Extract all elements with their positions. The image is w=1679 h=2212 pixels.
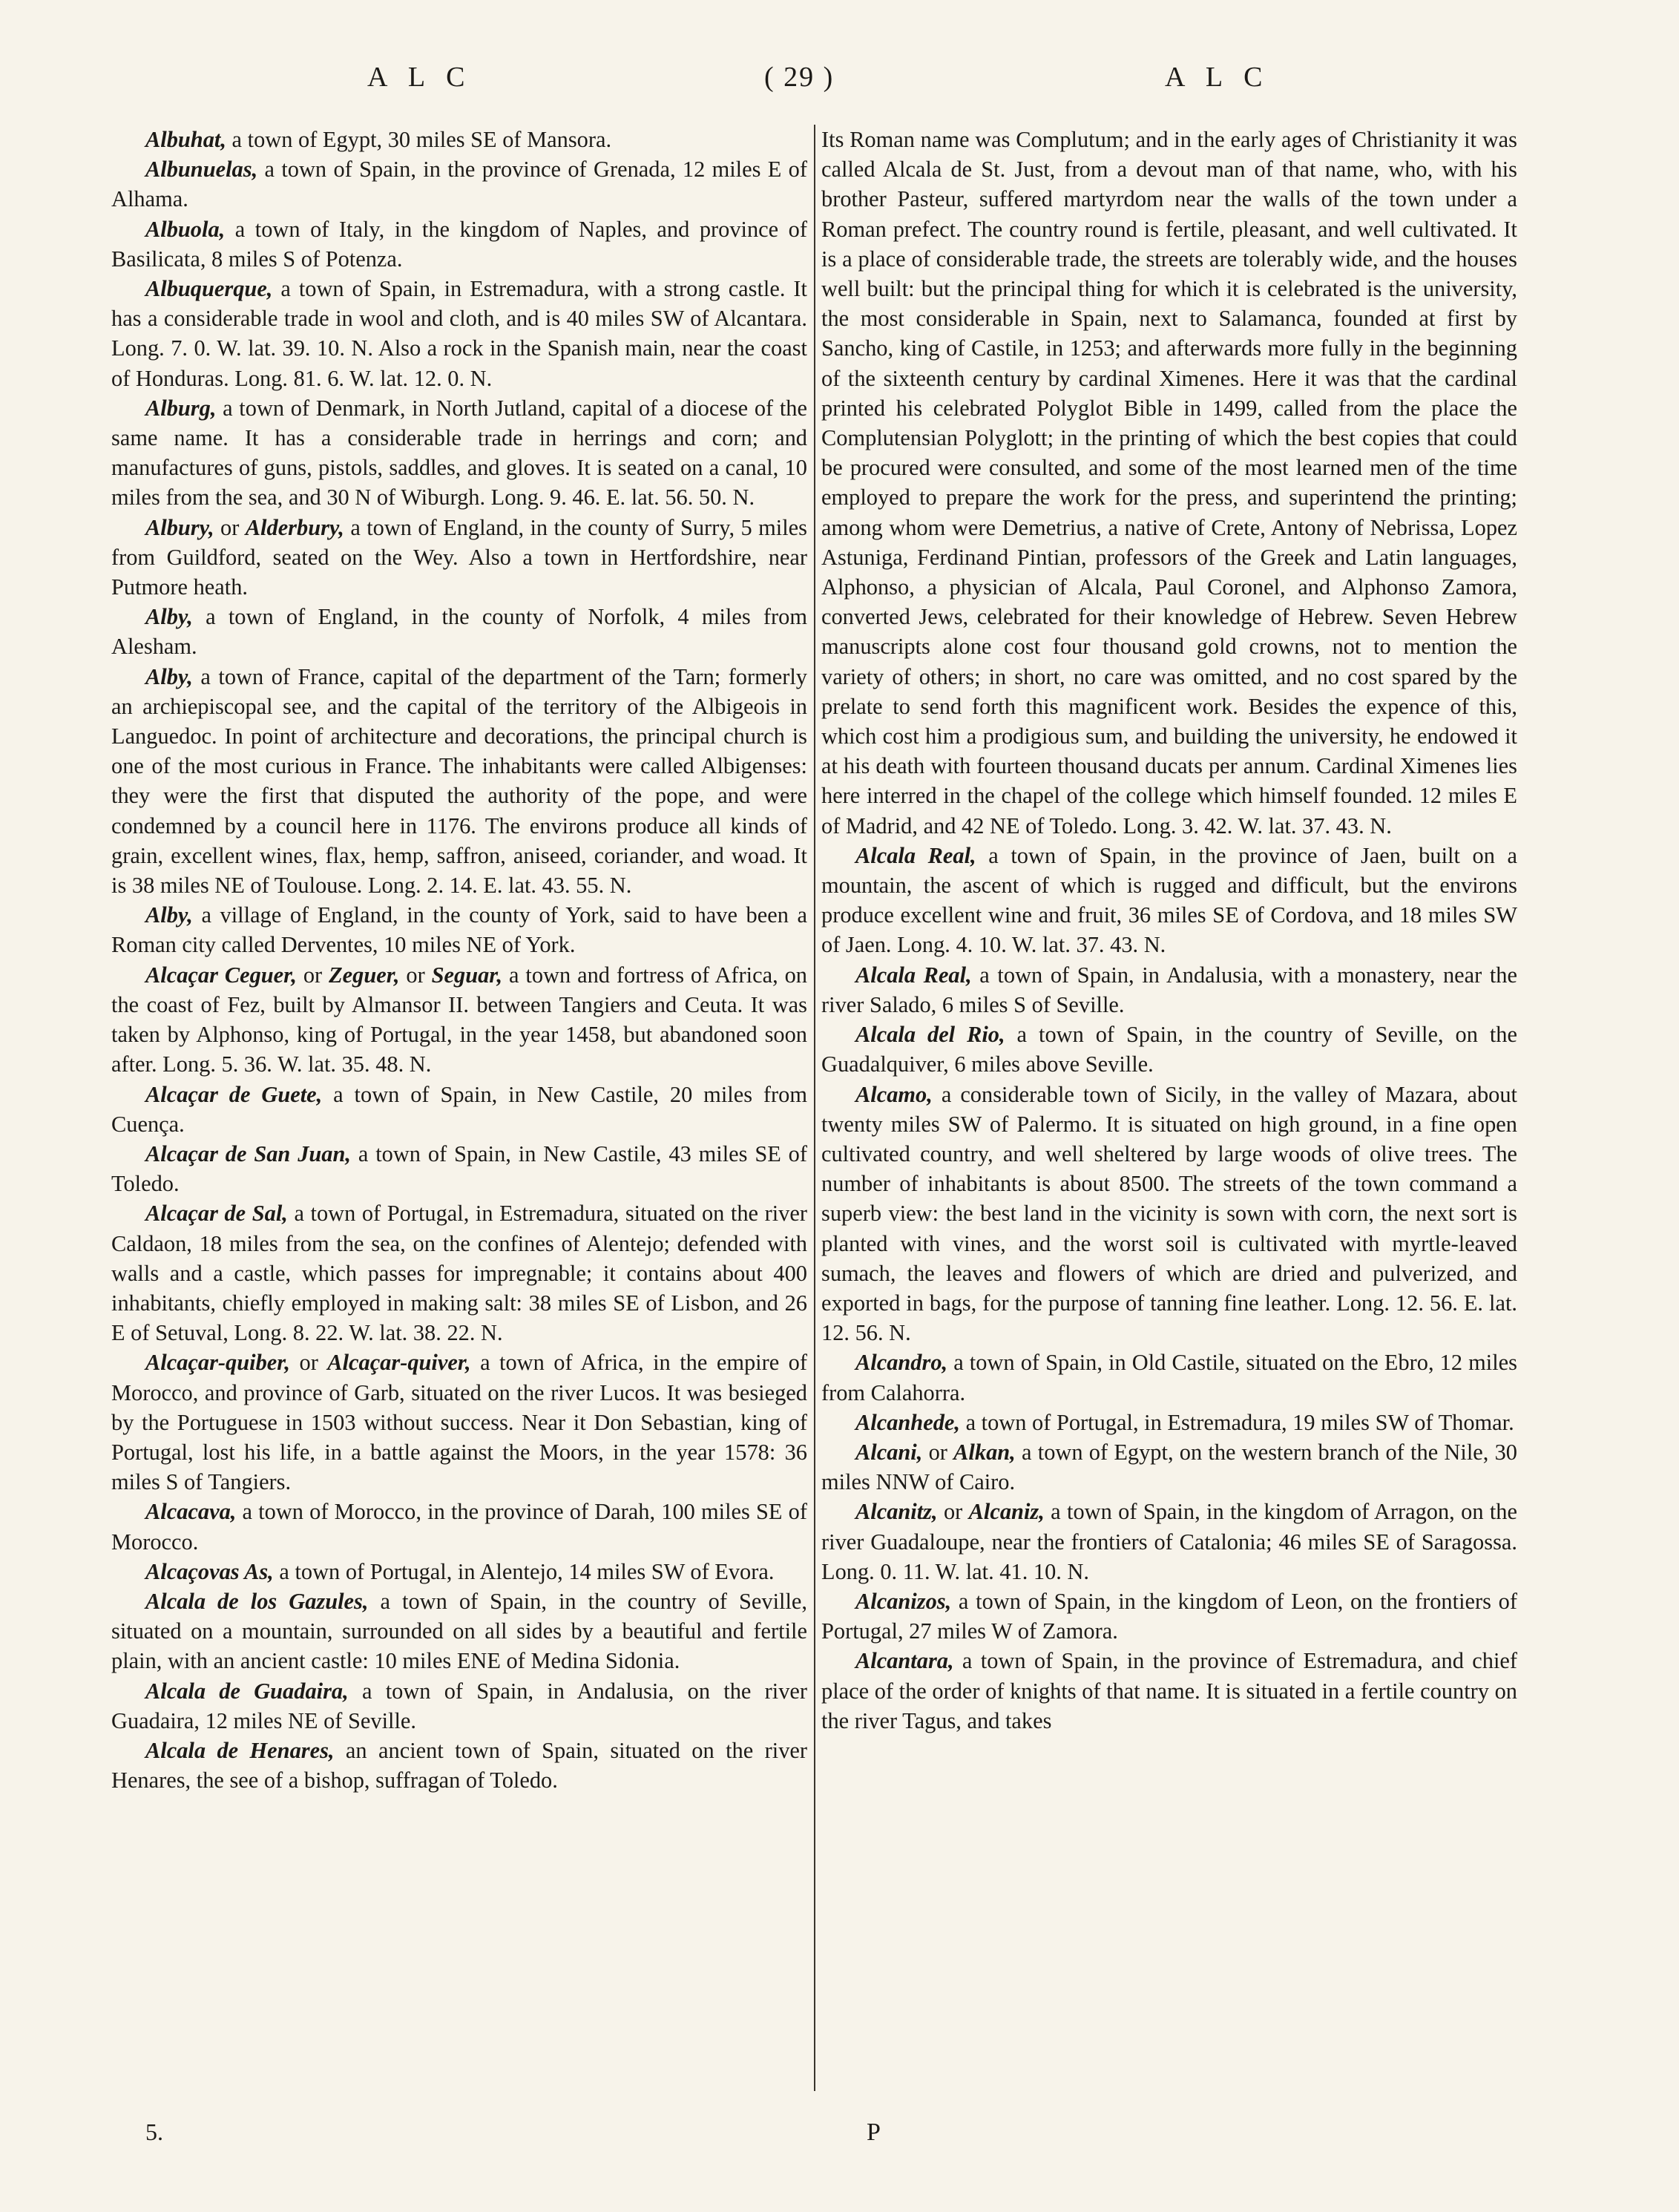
entry-text: a town of Spain, in the province of Jaen, built on a mountain, the ascent of which is rugged and difficult, but the environs produce excellent wine and fruit, 36 miles SE of Cordova, and 18 miles SW of Jaen. Long. 4. 10. W. lat. 37. 43. N.	[821, 842, 1517, 958]
entry-connector: or	[399, 962, 432, 988]
entry-text: a town and fortress of Africa, on the coast of Fez, built by Almansor II. between Tangiers and Ceuta. It was taken by Alphonso, king of Portugal, in the year 1458, but abandoned soon after. Long. 5. 36. W. lat. 35. 48. N.	[111, 962, 807, 1077]
entry-text: a town of England, in the county of Norfolk, 4 miles from Alesham.	[111, 604, 807, 660]
gazetteer-entry	[111, 1557, 807, 1586]
gazetteer-entry	[821, 1080, 1517, 1348]
entry-headword: Alcala del Rio,	[855, 1022, 1005, 1048]
entry-headword: Alby,	[145, 902, 193, 928]
entry-text: a town of Spain, in Old Castile, situated on the Ebro, 12 miles from Calahorra.	[821, 1350, 1517, 1405]
entry-headword: Albuquerque,	[145, 276, 273, 302]
gazetteer-entry	[111, 1676, 807, 1736]
gazetteer-entry	[111, 154, 807, 214]
gazetteer-entry	[111, 1586, 807, 1676]
gazetteer-entry	[111, 393, 807, 513]
running-head	[111, 61, 1565, 102]
running-head-right: A L C	[1165, 62, 1270, 93]
entry-text: a town of Spain, in Andalusia, on the river Guadaira, 12 miles NE of Seville.	[111, 1678, 807, 1733]
entry-headword: Alderbury,	[245, 514, 344, 540]
entry-text: a town of Spain, in New Castile, 20 miles from Cuença.	[111, 1081, 808, 1137]
entry-headword: Albuhat,	[145, 127, 226, 152]
entry-text: a town of Spain, in Estremadura, with a strong castle. It has a considerable trade in wool and cloth, and is 40 miles SW of Alcantara. Long. 7. 0. W. lat. 39. 10. N. Also a rock in the Spanish main, near the coast of Honduras. Long. 81. 6. W. lat. 12. 0. N.	[111, 276, 807, 391]
gazetteer-entry	[821, 1408, 1517, 1437]
entry-headword: Alcaniz,	[968, 1499, 1045, 1525]
signature-mark-right: P	[867, 2119, 881, 2146]
entry-headword: Alcaçar-quiber,	[145, 1350, 291, 1376]
signature-mark-left: 5.	[145, 2119, 163, 2145]
entry-headword: Alcaçar de San Juan,	[145, 1141, 351, 1166]
entry-headword: Alcaçar Ceguer,	[145, 962, 297, 988]
gazetteer-entry	[821, 1437, 1517, 1497]
running-head-left: A L C	[367, 62, 473, 93]
gazetteer-entry	[111, 214, 807, 274]
entry-headword: Alcala de los Gazules,	[145, 1588, 369, 1614]
gazetteer-entry	[821, 1646, 1517, 1736]
entry-headword: Alcanizos,	[855, 1588, 952, 1614]
entry-headword: Seguar,	[431, 962, 503, 988]
entry-headword: Alcamo,	[855, 1081, 933, 1107]
entry-headword: Alcaçar de Guete,	[145, 1081, 323, 1107]
right-column	[821, 125, 1517, 2128]
entry-headword: Alcala de Henares,	[145, 1737, 335, 1763]
entry-headword: Albuola,	[145, 216, 226, 242]
entry-connector: or	[296, 962, 329, 988]
entry-text: Its Roman name was Complutum; and in the early ages of Christianity it was called Alcala de St. Just, from a devout man of that name, who, with his brother Pasteur, suffered martyrdom near the walls of the town under a Roman prefect. The country round is fertile, pleasant, and well cultivated. It is a place of considerable trade, the streets are tolerably wide, and the houses well built: but the principal thing for which it is celebrated is the university, the most considerable in Spain, next to Salamanca, founded at first by Sancho, king of Castile, in 1253; and afterwards more fully in the beginning of the sixteenth century by cardinal Ximenes. Here it was that the cardinal printed his celebrated Polyglot Bible in 1499, called from the place the Complutensian Polyglott; in the printing of which the best copies that could be procured were consulted, and some of the most learned men of the time employed to prepare the work for the press, and superintend the printing; among whom were Demetrius, a native of Crete, Antony of Nebrissa, Lopez Astuniga, Ferdinand Pintian, professors of the Greek and Latin languages, Alphonso, a physician of Alcala, Paul Coronel, and Alphonso Zamora, converted Jews, celebrated for their knowledge of Hebrew. Seven Hebrew manuscripts alone cost four thousand gold crowns, not to mention the variety of others; in short, no care was omitted, and no cost spared by the prelate to send forth this magnificent work. Besides the expence of this, which cost him a prodigious sum, and building the university, he endowed it at his death with fourteen thousand ducats per annum. Cardinal Ximenes lies here interred in the chapel of the college which himself founded. 12 miles E of Madrid, and 42 NE of Toledo. Long. 3. 42. W. lat. 37. 43. N.	[821, 127, 1517, 838]
entry-text: a town of Portugal, in Estremadura, situated on the river Caldaon, 18 miles from the sea, on the confines of Alentejo; defended with walls and a castle, which passes for impregnable; it contains about 400 inhabitants, chiefly employed in making salt: 38 miles SE of Lisbon, and 26 E of Setuval, Long. 8. 22. W. lat. 38. 22. N.	[111, 1201, 807, 1346]
entry-text: a town of Spain, in the province of Estremadura, and chief place of the order of knights of that name. It is situated in a fertile country on the river Tagus, and takes	[821, 1648, 1517, 1733]
page-number: ( 29 )	[764, 62, 835, 93]
gazetteer-entry	[111, 1348, 807, 1497]
gazetteer-entry	[821, 1348, 1517, 1407]
entry-text: a town of Egypt, on the western branch of the Nile, 30 miles NNW of Cairo.	[821, 1439, 1517, 1495]
entry-headword: Alburg,	[145, 395, 217, 421]
entry-text: a town of Egypt, 30 miles SE of Mansora.	[226, 127, 612, 152]
entry-headword: Alcanitz,	[855, 1499, 938, 1525]
left-column	[111, 125, 807, 2128]
entry-headword: Alcaçar de Sal,	[145, 1201, 288, 1227]
gazetteer-entry	[821, 1586, 1517, 1646]
entry-headword: Zeguer,	[329, 962, 400, 988]
gazetteer-entry	[111, 960, 807, 1080]
entry-text: a town of Africa, in the empire of Morocco, and province of Garb, situated on the river Lucos. It was besieged by the Portuguese in 1503 without success. Near it Don Sebastian, king of Portugal, lost his life, in a battle against the Moors, in the year 1578: 36 miles S of Tangiers.	[111, 1350, 807, 1495]
entry-text: a town of Morocco, in the province of Darah, 100 miles SE of Morocco.	[111, 1499, 807, 1555]
gazetteer-entry	[821, 1497, 1517, 1586]
entry-text: a town of Italy, in the kingdom of Naples, and province of Basilicata, 8 miles S of Potenza.	[111, 216, 807, 272]
gazetteer-entry	[111, 662, 807, 901]
entry-headword: Alcani,	[855, 1439, 923, 1465]
entry-connector: or	[937, 1499, 969, 1525]
entry-text: a town of Portugal, in Estremadura, 19 miles SW of Thomar.	[959, 1409, 1514, 1435]
entry-text: a town of France, capital of the department of the Tarn; formerly an archiepiscopal see, and the capital of the territory of the Albigeois in Languedoc. In point of architecture and decorations, the principal church is one of the most curious in France. The inhabitants were called Albigenses: they were the first that disputed the authority of the pope, and were condemned by a council here in 1176. The environs produce all kinds of grain, excellent wines, flax, hemp, saffron, aniseed, coriander, and woad. It is 38 miles NE of Toulouse. Long. 2. 14. E. lat. 43. 55. N.	[111, 663, 807, 899]
entry-text: a town of Spain, in the kingdom of Leon, on the frontiers of Portugal, 27 miles W of Zamora.	[821, 1588, 1517, 1644]
entry-text: an ancient town of Spain, situated on the river Henares, the see of a bishop, suffragan of Toledo.	[111, 1737, 807, 1793]
entry-headword: Alcala de Guadaira,	[145, 1678, 349, 1704]
gazetteer-entry	[111, 602, 807, 661]
entry-headword: Albunuelas,	[145, 157, 258, 183]
entry-text: a village of England, in the county of York, said to have been a Roman city called Derventes, 10 miles NE of York.	[111, 902, 807, 958]
gazetteer-entry	[821, 841, 1517, 960]
entry-headword: Alcanhede,	[855, 1409, 960, 1435]
entry-text: a town of Denmark, in North Jutland, capital of a diocese of the same name. It has a considerable trade in herrings and corn; and manufactures of guns, pistols, saddles, and gloves. It is seated on a canal, 10 miles from the sea, and 30 N of Wiburgh. Long. 9. 46. E. lat. 56. 50. N.	[111, 395, 807, 511]
entry-headword: Alby,	[145, 604, 193, 630]
entry-headword: Alcala Real,	[855, 962, 972, 988]
gazetteer-entry	[821, 125, 1517, 841]
entry-headword: Alcandro,	[855, 1350, 948, 1376]
column-divider	[814, 125, 815, 2091]
gazetteer-entry	[111, 1497, 807, 1556]
entry-headword: Alcala Real,	[855, 842, 976, 868]
gazetteer-entry	[821, 1020, 1517, 1079]
gazetteer-entry	[821, 960, 1517, 1020]
entry-headword: Alcaçovas As,	[145, 1558, 274, 1584]
gazetteer-entry	[111, 1139, 807, 1198]
entry-text: a town of Spain, in New Castile, 43 miles SE of Toledo.	[111, 1141, 807, 1197]
entry-text: a town of Spain, in the kingdom of Arragon, on the river Guadaloupe, near the frontiers of Catalonia; 46 miles SE of Saragossa. Long. 0. 11. W. lat. 41. 10. N.	[821, 1499, 1517, 1584]
entry-text: a considerable town of Sicily, in the valley of Mazara, about twenty miles SW of Palermo. It is situated on high ground, in a fine open cultivated country, and well sheltered by large woods of olive trees. The number of inhabitants is about 8500. The streets of the town command a superb view: the best land in the vicinity is sown with corn, the next sort is planted with vines, and the worst soil is cultivated with myrtle-leaved sumach, the leaves and flowers of which are dried and pulverized, and exported in bags, for the purpose of tanning fine leather. Long. 12. 56. E. lat. 12. 56. N.	[821, 1081, 1517, 1346]
entry-headword: Alcantara,	[855, 1648, 954, 1674]
gazetteer-entry	[111, 125, 807, 154]
entry-text: a town of England, in the county of Surry, 5 miles from Guildford, seated on the Wey. Also a town in Hertfordshire, near Putmore heath.	[111, 514, 807, 600]
gazetteer-entry	[111, 1736, 807, 1795]
entry-headword: Albury,	[145, 514, 214, 540]
gazetteer-entry	[111, 1080, 807, 1139]
entry-text: a town of Spain, in the province of Grenada, 12 miles E of Alhama.	[111, 157, 807, 212]
gazetteer-entry	[111, 900, 807, 959]
gazetteer-entry	[111, 513, 807, 603]
entry-connector: or	[290, 1350, 328, 1376]
entry-text: a town of Spain, in the country of Seville, on the Guadalquiver, 6 miles above Seville.	[821, 1022, 1517, 1077]
entry-headword: Alcacava,	[145, 1499, 237, 1525]
gazetteer-entry	[111, 274, 807, 393]
entry-text: a town of Spain, in the country of Seville, situated on a mountain, surrounded on all sides by a beautiful and fertile plain, with an ancient castle: 10 miles ENE of Medina Sidonia.	[111, 1588, 807, 1674]
entry-headword: Alkan,	[953, 1439, 1016, 1465]
entry-text: a town of Portugal, in Alentejo, 14 miles SW of Evora.	[273, 1558, 775, 1584]
entry-headword: Alby,	[145, 663, 193, 689]
entry-connector: or	[214, 514, 246, 540]
entry-connector: or	[922, 1439, 954, 1465]
entry-headword: Alcaçar-quiver,	[327, 1350, 471, 1376]
entry-text: a town of Spain, in Andalusia, with a monastery, near the river Salado, 6 miles S of Seville.	[821, 962, 1517, 1017]
gazetteer-entry	[111, 1198, 807, 1348]
